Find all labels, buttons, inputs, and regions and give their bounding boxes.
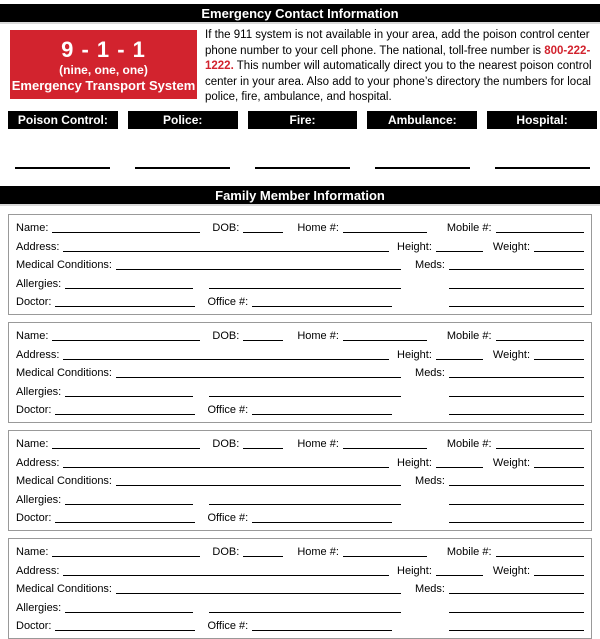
doctor-label: Doctor: [16, 404, 52, 417]
doctor-label: Doctor: [16, 296, 52, 309]
call-911-words: (nine, one, one) [59, 63, 148, 77]
weight-label: Weight: [492, 564, 530, 577]
mobile-phone-label: Mobile #: [446, 330, 492, 343]
address-label: Address: [16, 456, 60, 469]
meds-continuation-line-2 [449, 522, 584, 523]
office-phone-field-line [252, 414, 392, 415]
medical-conditions-field-line [116, 593, 401, 594]
address-field-line [63, 359, 389, 360]
member-row-doctor [16, 617, 584, 636]
meds-continuation-line-1 [449, 396, 584, 397]
emergency-contacts-row [8, 111, 597, 129]
weight-field-line [534, 575, 584, 576]
doctor-field-line [55, 306, 195, 307]
medical-conditions-label: Medical Conditions: [16, 259, 112, 272]
page-title: Emergency Contact Information [0, 4, 600, 24]
allergies-field-line [65, 396, 193, 397]
member-row-address [16, 453, 584, 472]
meds-continuation-line-2 [449, 306, 584, 307]
family-member-card [8, 538, 592, 639]
home-phone-field-line [343, 340, 427, 341]
family-member-card [8, 430, 592, 531]
meds-field-line [449, 593, 584, 594]
dob-label: DOB: [212, 222, 240, 235]
office-phone-label: Office #: [207, 404, 249, 417]
meds-label: Meds: [415, 259, 445, 272]
family-member-list [8, 214, 592, 639]
family-member-card [8, 214, 592, 315]
medical-conditions-label: Medical Conditions: [16, 367, 112, 380]
member-row-medical [16, 256, 584, 275]
member-row-identity [16, 435, 584, 454]
weight-field-line [534, 359, 584, 360]
contact-label-fire: Fire: [248, 111, 358, 129]
police-field-line [135, 167, 230, 169]
home-phone-label: Home #: [297, 438, 339, 451]
dob-field-line [243, 340, 283, 341]
medical-conditions-field-line [116, 485, 401, 486]
mobile-phone-field-line [496, 340, 584, 341]
doctor-label: Doctor: [16, 620, 52, 633]
home-phone-field-line [343, 232, 427, 233]
weight-label: Weight: [492, 456, 530, 469]
member-row-allergies [16, 490, 584, 509]
office-phone-field-line [252, 306, 392, 307]
allergies-label: Allergies: [16, 493, 62, 506]
emergency-form-page [0, 4, 600, 633]
medical-conditions-label: Medical Conditions: [16, 475, 112, 488]
home-phone-field-line [343, 556, 427, 557]
dob-field-line [243, 556, 283, 557]
name-label: Name: [16, 222, 49, 235]
doctor-field-line [55, 414, 195, 415]
meds-label: Meds: [415, 367, 445, 380]
address-label: Address: [16, 564, 60, 577]
meds-label: Meds: [415, 583, 445, 596]
medical-conditions-field-line [116, 269, 401, 270]
meds-continuation-line-1 [449, 504, 584, 505]
office-phone-label: Office #: [207, 620, 249, 633]
doctor-field-line [55, 522, 195, 523]
mobile-phone-label: Mobile #: [446, 222, 492, 235]
height-field-line [436, 251, 483, 252]
name-field-line [52, 340, 200, 341]
member-row-doctor [16, 293, 584, 312]
address-field-line [63, 467, 389, 468]
name-label: Name: [16, 330, 49, 343]
name-field-line [52, 232, 200, 233]
allergies-field-line [65, 504, 193, 505]
member-row-doctor [16, 401, 584, 420]
address-field-line [63, 575, 389, 576]
medical-conditions-field-line [116, 377, 401, 378]
height-field-line [436, 467, 483, 468]
address-field-line [63, 251, 389, 252]
member-row-identity [16, 219, 584, 238]
member-row-address [16, 237, 584, 256]
name-field-line [52, 448, 200, 449]
mobile-phone-field-line [496, 232, 584, 233]
mobile-phone-field-line [496, 448, 584, 449]
member-row-identity [16, 543, 584, 562]
contact-label-poison-control: Poison Control: [8, 111, 118, 129]
office-phone-field-line [252, 522, 392, 523]
height-label: Height: [397, 456, 432, 469]
allergies-field-line [65, 288, 193, 289]
doctor-field-line [55, 630, 195, 631]
meds-field-line [449, 269, 584, 270]
contact-label-police: Police: [128, 111, 238, 129]
meds-field-line [449, 377, 584, 378]
office-phone-label: Office #: [207, 296, 249, 309]
mobile-phone-field-line [496, 556, 584, 557]
member-row-allergies [16, 598, 584, 617]
contact-label-hospital: Hospital: [487, 111, 597, 129]
emergency-contact-write-in-row [8, 156, 597, 174]
meds-continuation-line-1 [449, 288, 584, 289]
family-section-title: Family Member Information [0, 186, 600, 206]
poison-control-instructions [205, 28, 597, 106]
home-phone-field-line [343, 448, 427, 449]
allergies-label: Allergies: [16, 277, 62, 290]
member-row-medical [16, 472, 584, 491]
member-row-allergies [16, 274, 584, 293]
member-row-medical [16, 364, 584, 383]
member-row-address [16, 561, 584, 580]
allergies-continuation-line [209, 396, 401, 397]
call-911-panel [10, 30, 197, 99]
dob-label: DOB: [212, 330, 240, 343]
allergies-label: Allergies: [16, 385, 62, 398]
member-row-identity [16, 327, 584, 346]
member-row-address [16, 345, 584, 364]
dob-label: DOB: [212, 438, 240, 451]
dob-field-line [243, 448, 283, 449]
call-911-number: 9 - 1 - 1 [61, 37, 146, 62]
height-label: Height: [397, 240, 432, 253]
allergies-label: Allergies: [16, 601, 62, 614]
meds-continuation-line-1 [449, 612, 584, 613]
mobile-phone-label: Mobile #: [446, 546, 492, 559]
poison-control-field-line [15, 167, 110, 169]
allergies-continuation-line [209, 612, 401, 613]
medical-conditions-label: Medical Conditions: [16, 583, 112, 596]
meds-field-line [449, 485, 584, 486]
poison-control-phone-number: 800-222-1222. [205, 44, 591, 72]
meds-continuation-line-2 [449, 414, 584, 415]
meds-continuation-line-2 [449, 630, 584, 631]
home-phone-label: Home #: [297, 330, 339, 343]
name-field-line [52, 556, 200, 557]
hospital-field-line [495, 167, 590, 169]
instructions-text-after: This number will automatically direct you to the nearest poison control center in your area. Also add to your phone’s directory the numbers for local police, fire, ambulance, and hospital. [205, 60, 592, 103]
weight-field-line [534, 467, 584, 468]
allergies-continuation-line [209, 288, 401, 289]
address-label: Address: [16, 348, 60, 361]
height-label: Height: [397, 564, 432, 577]
weight-field-line [534, 251, 584, 252]
weight-label: Weight: [492, 240, 530, 253]
height-field-line [436, 575, 483, 576]
call-911-system: Emergency Transport System [11, 78, 196, 93]
contact-label-ambulance: Ambulance: [367, 111, 477, 129]
ambulance-field-line [375, 167, 470, 169]
member-row-medical [16, 580, 584, 599]
family-member-card [8, 322, 592, 423]
top-section [10, 30, 597, 106]
height-label: Height: [397, 348, 432, 361]
fire-field-line [255, 167, 350, 169]
home-phone-label: Home #: [297, 222, 339, 235]
weight-label: Weight: [492, 348, 530, 361]
allergies-field-line [65, 612, 193, 613]
dob-label: DOB: [212, 546, 240, 559]
height-field-line [436, 359, 483, 360]
office-phone-field-line [252, 630, 392, 631]
address-label: Address: [16, 240, 60, 253]
member-row-doctor [16, 509, 584, 528]
mobile-phone-label: Mobile #: [446, 438, 492, 451]
meds-label: Meds: [415, 475, 445, 488]
doctor-label: Doctor: [16, 512, 52, 525]
allergies-continuation-line [209, 504, 401, 505]
office-phone-label: Office #: [207, 512, 249, 525]
instructions-text-before: If the 911 system is not available in your area, add the poison control center phone number to your cell phone. The national, toll-free number is [205, 29, 590, 57]
dob-field-line [243, 232, 283, 233]
member-row-allergies [16, 382, 584, 401]
home-phone-label: Home #: [297, 546, 339, 559]
name-label: Name: [16, 546, 49, 559]
name-label: Name: [16, 438, 49, 451]
